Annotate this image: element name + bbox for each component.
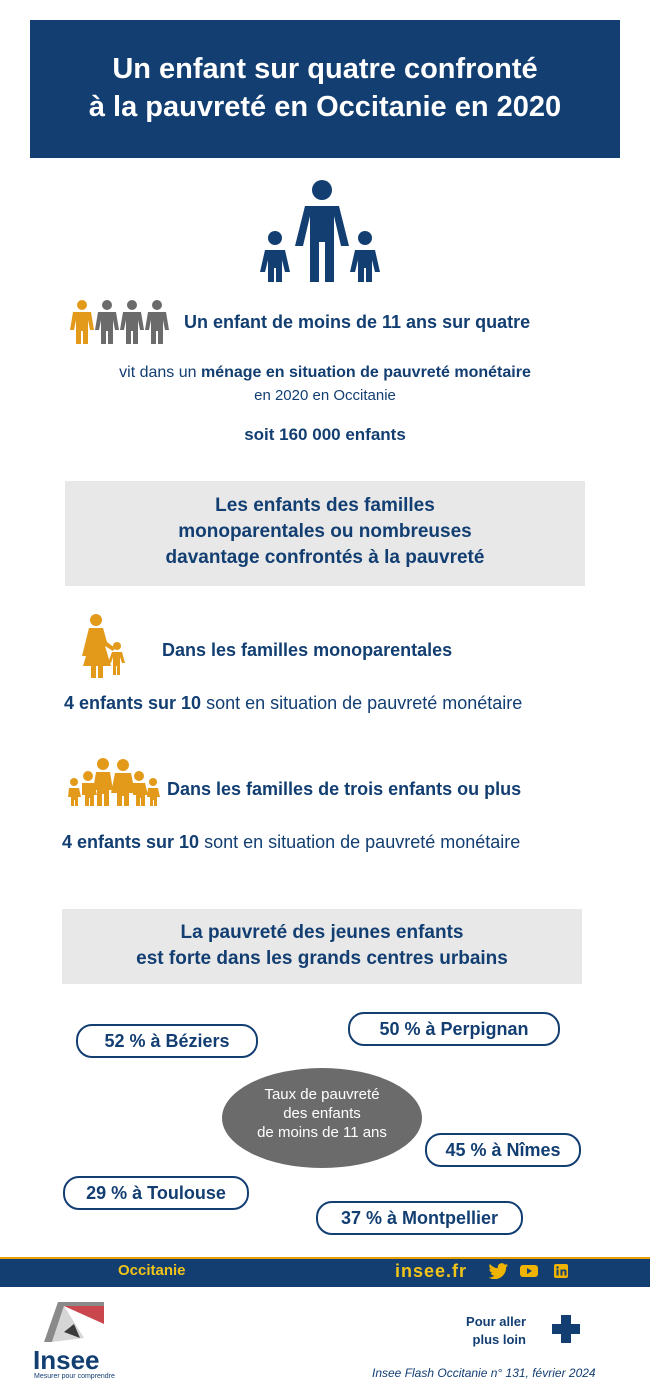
large-heading: Dans les familles de trois enfants ou plus	[167, 779, 522, 799]
city-montpellier-pill: 37 % à Montpellier	[316, 1201, 523, 1235]
youtube-icon[interactable]	[519, 1263, 539, 1279]
insee-logo-tagline: Mesurer pour comprendre	[34, 1373, 115, 1380]
more-line1: Pour aller	[466, 1314, 526, 1329]
intro-line-bold: ménage en situation de pauvreté monétaire	[200, 364, 531, 381]
intro-headline: Un enfant de moins de 11 ans sur quatre	[184, 312, 531, 332]
large-family-icon	[66, 758, 162, 808]
plus-icon[interactable]	[551, 1314, 581, 1344]
city-toulouse-pill: 29 % à Toulouse	[63, 1176, 249, 1210]
footer-site-link[interactable]: insee.fr	[395, 1261, 468, 1281]
insee-logo-icon	[34, 1294, 108, 1346]
large-stat-bold: 4 enfants sur 10	[62, 832, 200, 852]
section1-line1: Les enfants des familles	[215, 495, 435, 516]
source-citation: Insee Flash Occitanie n° 131, février 2024	[372, 1366, 596, 1380]
intro-line	[0, 364, 650, 382]
city-beziers-pill: 52 % à Béziers	[76, 1024, 258, 1058]
page-title	[30, 20, 620, 158]
section2-line2: est forte dans les grands centres urbains	[136, 948, 508, 969]
intro-line-prefix: vit dans un	[119, 364, 201, 381]
section2-box	[62, 909, 582, 984]
section1-line2: monoparentales ou nombreuses	[178, 521, 472, 542]
linkedin-icon[interactable]	[551, 1263, 571, 1279]
city-perpignan-pill: 50 % à Perpignan	[348, 1012, 560, 1046]
four-children-icon	[70, 300, 170, 346]
mono-stat-rest: sont en situation de pauvreté monétaire	[201, 693, 523, 713]
oval-line1: Taux de pauvreté	[264, 1086, 380, 1103]
title-line1: Un enfant sur quatre confronté	[112, 53, 538, 85]
more-line2: plus loin	[472, 1332, 526, 1347]
twitter-icon[interactable]	[489, 1263, 509, 1279]
city-nimes-pill: 45 % à Nîmes	[425, 1133, 581, 1167]
footer-region: Occitanie	[118, 1262, 186, 1279]
more-info-label[interactable]	[460, 1313, 526, 1349]
mono-heading: Dans les familles monoparentales	[162, 640, 453, 660]
section1-line3: davantage confrontés à la pauvreté	[165, 547, 485, 568]
family-icon	[255, 178, 385, 286]
mono-stat	[64, 693, 522, 714]
large-stat-rest: sont en situation de pauvreté monétaire	[199, 832, 521, 852]
mono-stat-bold: 4 enfants sur 10	[64, 693, 202, 713]
oval-line3: de moins de 11 ans	[257, 1124, 387, 1141]
single-parent-icon	[80, 614, 130, 678]
large-stat	[62, 832, 520, 853]
intro-line2: en 2020 en Occitanie	[254, 387, 396, 404]
title-line2: à la pauvreté en Occitanie en 2020	[88, 91, 562, 123]
oval-line2: des enfants	[283, 1105, 361, 1122]
section2-line1: La pauvreté des jeunes enfants	[180, 922, 464, 943]
insee-logo-text: Insee	[33, 1345, 100, 1375]
section1-box	[65, 481, 585, 586]
intro-count: soit 160 000 enfants	[244, 425, 406, 444]
poverty-rate-oval	[222, 1068, 422, 1168]
